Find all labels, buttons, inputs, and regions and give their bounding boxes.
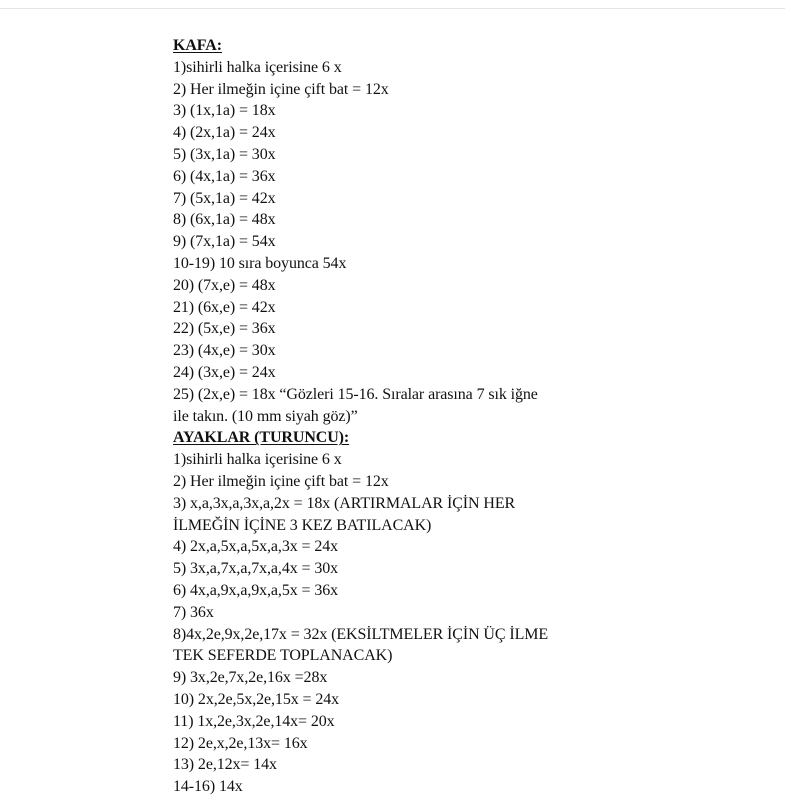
- kafa-row-23: 23) (4x,e) = 30x: [173, 342, 276, 360]
- kafa-row-21: 21) (6x,e) = 42x: [173, 298, 276, 316]
- ayaklar-row-3-continued: İLMEĞİN İÇİNE 3 KEZ BATILACAK): [173, 516, 432, 534]
- ayaklar-row-6: 6) 4x,a,9x,a,9x,a,5x = 36x: [173, 581, 339, 599]
- kafa-row-10-19: 10-19) 10 sıra boyunca 54x: [173, 254, 347, 272]
- kafa-row-22: 22) (5x,e) = 36x: [173, 320, 276, 338]
- ayaklar-row-2: 2) Her ilmeğin içine çift bat = 12x: [173, 472, 389, 490]
- ayaklar-row-14-16: 14-16) 14x: [173, 778, 243, 796]
- top-divider: [0, 8, 785, 9]
- ayaklar-row-4: 4) 2x,a,5x,a,5x,a,3x = 24x: [173, 538, 339, 556]
- ayaklar-row-7: 7) 36x: [173, 603, 214, 621]
- ayaklar-row-12: 12) 2e,x,2e,13x= 16x: [173, 734, 308, 752]
- ayaklar-row-5: 5) 3x,a,7x,a,7x,a,4x = 30x: [173, 560, 339, 578]
- kafa-row-7: 7) (5x,1a) = 42x: [173, 189, 276, 207]
- kafa-row-2: 2) Her ilmeğin içine çift bat = 12x: [173, 80, 389, 98]
- section-heading-kafa: KAFA:: [173, 37, 222, 54]
- ayaklar-row-8-continued: TEK SEFERDE TOPLANACAK): [173, 647, 393, 665]
- kafa-row-5: 5) (3x,1a) = 30x: [173, 145, 276, 163]
- kafa-row-9: 9) (7x,1a) = 54x: [173, 233, 276, 251]
- ayaklar-row-1: 1)sihirli halka içerisine 6 x: [173, 451, 342, 469]
- kafa-row-25-continued: ile takın. (10 mm siyah göz)”: [173, 407, 358, 425]
- kafa-row-4: 4) (2x,1a) = 24x: [173, 124, 276, 142]
- ayaklar-row-10: 10) 2x,2e,5x,2e,15x = 24x: [173, 690, 340, 708]
- kafa-row-8: 8) (6x,1a) = 48x: [173, 211, 276, 229]
- kafa-row-20: 20) (7x,e) = 48x: [173, 276, 276, 294]
- ayaklar-row-8: 8)4x,2e,9x,2e,17x = 32x (EKSİLTMELER İÇİN ÜÇ İLME: [173, 625, 549, 643]
- kafa-row-6: 6) (4x,1a) = 36x: [173, 167, 276, 185]
- ayaklar-row-13: 13) 2e,12x= 14x: [173, 756, 277, 774]
- ayaklar-row-9: 9) 3x,2e,7x,2e,16x =28x: [173, 669, 328, 687]
- kafa-row-3: 3) (1x,1a) = 18x: [173, 102, 276, 120]
- pattern-document: [173, 35, 773, 798]
- kafa-row-1: 1)sihirli halka içerisine 6 x: [173, 58, 342, 76]
- kafa-row-25: 25) (2x,e) = 18x “Gözleri 15-16. Sıralar arasına 7 sık iğne: [173, 385, 538, 403]
- ayaklar-row-3: 3) x,a,3x,a,3x,a,2x = 18x (ARTIRMALAR İÇİN HER: [173, 494, 516, 512]
- kafa-row-24: 24) (3x,e) = 24x: [173, 363, 276, 381]
- section-heading-ayaklar: AYAKLAR (TURUNCU):: [173, 429, 350, 447]
- ayaklar-row-11: 11) 1x,2e,3x,2e,14x= 20x: [173, 712, 335, 730]
